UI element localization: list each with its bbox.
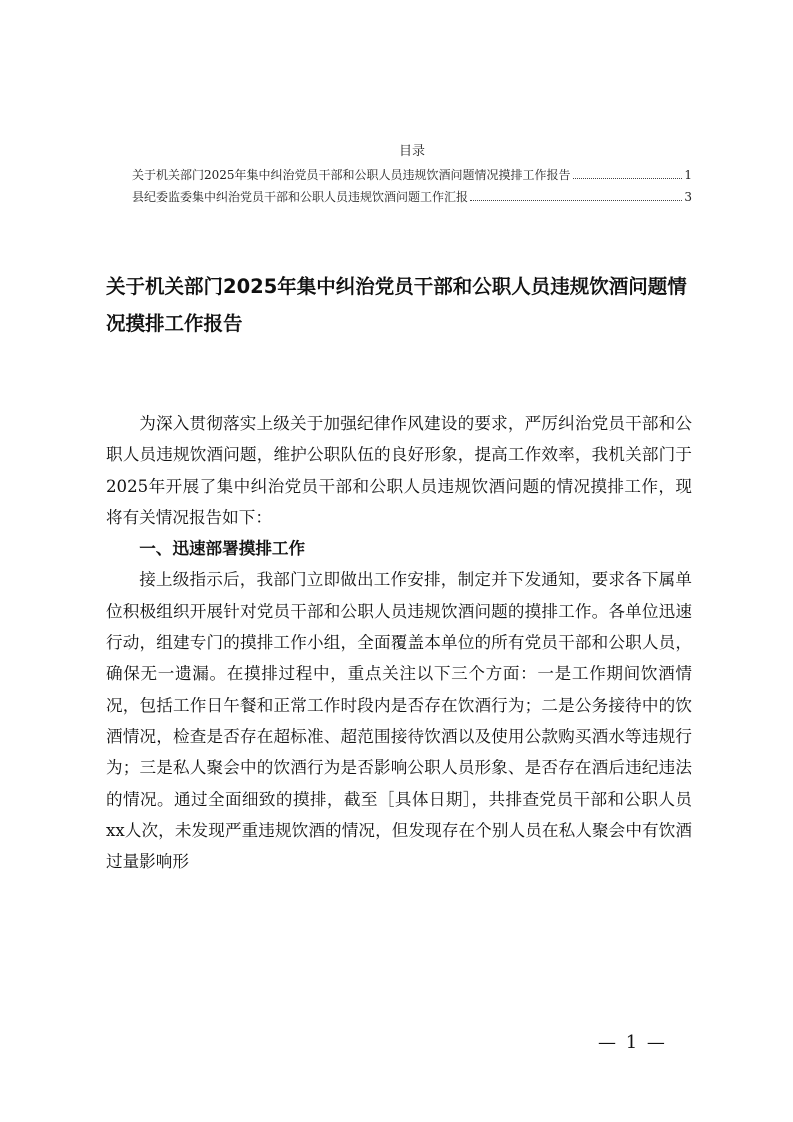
- toc-entry-page: 3: [684, 190, 692, 204]
- table-of-contents: [132, 140, 692, 208]
- section-heading: 一、迅速部署摸排工作: [139, 539, 306, 559]
- toc-leader-dots: [573, 178, 683, 179]
- toc-entry-title: 关于机关部门2025年集中纠治党员干部和公职人员违规饮酒问题情况摸排工作报告: [132, 168, 571, 182]
- toc-entry-title: 县纪委监委集中纠治党员干部和公职人员违规饮酒问题工作汇报: [132, 190, 469, 204]
- toc-heading: 目录: [398, 144, 425, 159]
- page-number: — 1 —: [598, 1032, 667, 1053]
- toc-leader-dots: [470, 200, 682, 201]
- document-body: [106, 408, 692, 877]
- toc-entry-page: 1: [684, 168, 692, 182]
- toc-entry[interactable]: [132, 186, 692, 208]
- document-title: 关于机关部门2025年集中纠治党员干部和公职人员违规饮酒问题情况摸排工作报告: [106, 275, 687, 335]
- toc-entry[interactable]: [132, 164, 692, 186]
- intro-paragraph: 为深入贯彻落实上级关于加强纪律作风建设的要求，严厉纠治党员干部和公职人员违规饮酒问题，维护公职队伍的良好形象，提高工作效率，我机关部门于2025年开展了集中纠治党员干部和公职人员违规饮酒问题的情况摸排工作，现将有关情况报告如下：: [106, 414, 692, 527]
- section-paragraph: 接上级指示后，我部门立即做出工作安排，制定并下发通知，要求各下属单位积极组织开展针对党员干部和公职人员违规饮酒问题的摸排工作。各单位迅速行动，组建专门的摸排工作小组，全面覆盖本单位的所有党员干部和公职人员，确保无一遗漏。在摸排过程中，重点关注以下三个方面：一是工作期间饮酒情况，包括工作日午餐和正常工作时段内是否存在饮酒行为；二是公务接待中的饮酒情况，检查是否存在超标准、超范围接待饮酒以及使用公款购买酒水等违规行为；三是私人聚会中的饮酒行为是否影响公职人员形象、是否存在酒后违纪违法的情况。通过全面细致的摸排，截至［具体日期］，共排查党员干部和公职人员xx人次，未发现严重违规饮酒的情况，但发现存在个别人员在私人聚会中有饮酒过量影响形: [106, 570, 692, 872]
